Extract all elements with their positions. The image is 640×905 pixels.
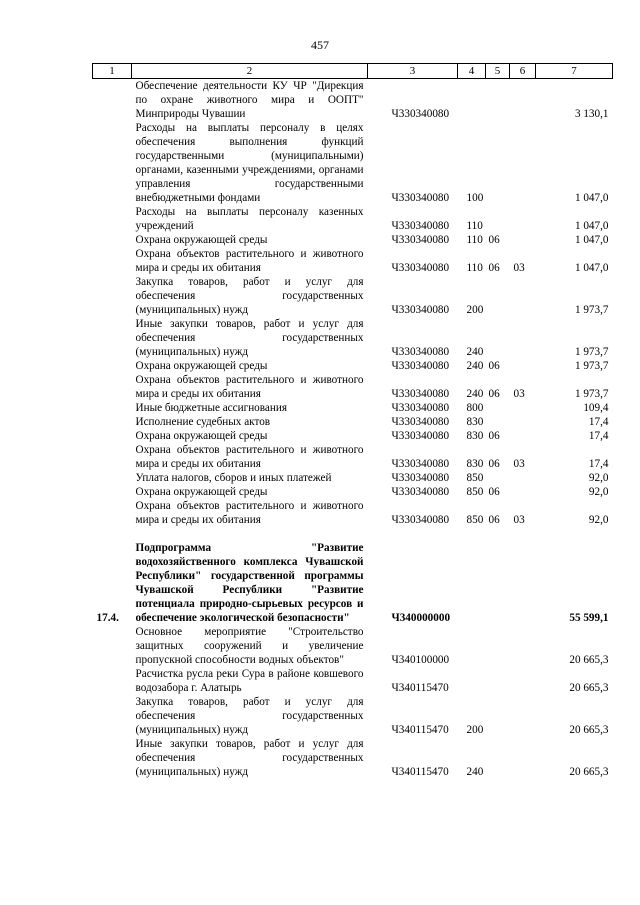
target-code: Ч330340080 [391, 262, 450, 274]
row-number [93, 121, 132, 205]
subsection-code: 03 [513, 458, 525, 470]
amount: 1 047,0 [574, 234, 609, 246]
table-row [93, 317, 613, 359]
amount: 1 047,0 [574, 220, 609, 232]
item-name: Обеспечение деятельности КУ ЧР "Дирекция по охране животного мира и ООПТ" Минприроды Чувашии [135, 80, 364, 120]
target-code: Ч330340080 [391, 360, 450, 372]
target-code: Ч330340080 [391, 458, 450, 470]
subsection-code: 03 [513, 514, 525, 526]
row-number [93, 429, 132, 443]
table-row [93, 625, 613, 667]
amount: 1 973,7 [574, 360, 609, 372]
target-code: Ч330340080 [391, 304, 450, 316]
target-code: Ч330340080 [391, 486, 450, 498]
expense-type: 100 [466, 192, 484, 204]
target-code: Ч330340080 [391, 346, 450, 358]
expense-type [458, 541, 486, 625]
table-row [93, 737, 613, 779]
target-code: Ч330340080 [391, 416, 450, 428]
expense-type: 240 [466, 346, 484, 358]
item-name: Основное мероприятие "Строительство защитных сооружений и увеличение пропускной способности водных объектов" [135, 626, 364, 666]
amount: 1 973,7 [574, 346, 609, 358]
column-header: 1 [93, 64, 132, 79]
section-code [486, 541, 510, 625]
target-code: Ч330340080 [391, 192, 450, 204]
section-code [486, 667, 510, 695]
row-number [93, 485, 132, 499]
subsection-code [510, 485, 536, 499]
subsection-code [510, 401, 536, 415]
amount: 20 665,3 [569, 682, 609, 694]
row-number [93, 359, 132, 373]
row-number [93, 471, 132, 485]
row-number [93, 247, 132, 275]
expense-type: 240 [466, 360, 484, 372]
subsection-code [510, 541, 536, 625]
expense-type [458, 79, 486, 122]
amount: 20 665,3 [569, 654, 609, 666]
item-name: Расчистка русла реки Сура в районе ковшевого водозабора г. Алатырь [135, 668, 364, 694]
amount: 92,0 [588, 514, 609, 526]
row-number [93, 443, 132, 471]
subsection-code [510, 737, 536, 779]
table-row [93, 373, 613, 401]
amount: 92,0 [588, 472, 609, 484]
expense-type: 200 [466, 304, 484, 316]
target-code: Ч340000000 [391, 612, 451, 624]
column-header: 4 [458, 64, 486, 79]
subsection-code [510, 275, 536, 317]
row-number [93, 415, 132, 429]
row-number [93, 695, 132, 737]
item-name: Уплата налогов, сборов и иных платежей [135, 472, 332, 484]
section-code: 06 [488, 262, 500, 274]
row-number [93, 233, 132, 247]
table-row [93, 485, 613, 499]
amount: 3 130,1 [574, 108, 609, 120]
amount: 109,4 [583, 402, 609, 414]
target-code: Ч330340080 [391, 234, 450, 246]
target-code: Ч330340080 [391, 220, 450, 232]
table-row [93, 275, 613, 317]
target-code: Ч340115470 [391, 682, 449, 694]
section-code: 06 [488, 360, 500, 372]
table-row [93, 443, 613, 471]
amount: 17,4 [588, 430, 609, 442]
item-name: Охрана окружающей среды [135, 234, 268, 246]
section-code [486, 121, 510, 205]
subsection-code [510, 317, 536, 359]
target-code: Ч330340080 [391, 472, 450, 484]
table-body [93, 79, 613, 780]
table-row [93, 401, 613, 415]
section-code [486, 275, 510, 317]
target-code: Ч330340080 [391, 402, 450, 414]
expense-type: 110 [466, 234, 483, 246]
item-name: Охрана окружающей среды [135, 430, 268, 442]
table-row [93, 79, 613, 122]
section-code: 06 [488, 388, 500, 400]
expense-type: 200 [466, 724, 484, 736]
expense-type: 830 [466, 416, 484, 428]
amount: 1 973,7 [574, 304, 609, 316]
section-code [486, 737, 510, 779]
table-row [93, 471, 613, 485]
amount: 20 665,3 [569, 766, 609, 778]
item-name: Закупка товаров, работ и услуг для обеспечения государственных (муниципальных) нужд [135, 276, 364, 316]
expense-type: 800 [466, 402, 484, 414]
subsection-code [510, 429, 536, 443]
expense-type: 830 [466, 430, 484, 442]
expense-type: 240 [466, 388, 484, 400]
item-name: Охрана окружающей среды [135, 360, 268, 372]
item-name: Иные закупки товаров, работ и услуг для обеспечения государственных (муниципальных) нужд [135, 318, 364, 358]
section-code [486, 625, 510, 667]
target-code: Ч330340080 [391, 430, 450, 442]
row-number [93, 625, 132, 667]
section-code [486, 317, 510, 359]
table-row [93, 359, 613, 373]
table-row [93, 541, 613, 625]
spacer-row [93, 527, 613, 541]
item-name: Охрана объектов растительного и животного мира и среды их обитания [135, 500, 364, 526]
item-name: Исполнение судебных актов [135, 416, 271, 428]
item-name: Охрана объектов растительного и животного мира и среды их обитания [135, 248, 364, 274]
row-number [93, 373, 132, 401]
item-name: Подпрограмма "Развитие водохозяйственного комплекса Чувашской Республики" государственной программы Чувашской Республики "Развитие потенциала природно-сырьевых ресурсов и обеспечение экологической безопасности" [135, 542, 364, 624]
item-name: Закупка товаров, работ и услуг для обеспечения государственных (муниципальных) нужд [135, 696, 364, 736]
row-number [93, 275, 132, 317]
subsection-code [510, 625, 536, 667]
amount: 17,4 [588, 458, 609, 470]
column-numbers-row [93, 64, 613, 79]
subsection-code [510, 471, 536, 485]
section-code [486, 471, 510, 485]
subsection-code [510, 695, 536, 737]
expense-type [458, 667, 486, 695]
spacer-cell [93, 527, 613, 541]
target-code: Ч330340080 [391, 514, 450, 526]
subsection-code [510, 121, 536, 205]
expense-type: 850 [466, 486, 484, 498]
amount: 92,0 [588, 486, 609, 498]
amount: 17,4 [588, 416, 609, 428]
item-name: Расходы на выплаты персоналу в целях обеспечения выполнения функций государственными (муниципальными) органами, казенными учреждениями, органами управления государственными внебюджетными фондами [135, 122, 364, 204]
column-header: 2 [132, 64, 368, 79]
table-row [93, 695, 613, 737]
expense-type [458, 625, 486, 667]
expense-type: 830 [466, 458, 484, 470]
section-code: 06 [488, 514, 500, 526]
page-number: 457 [311, 38, 329, 52]
row-number [93, 499, 132, 527]
subsection-code: 03 [513, 388, 525, 400]
amount: 1 047,0 [574, 262, 609, 274]
item-name: Охрана окружающей среды [135, 486, 268, 498]
section-code: 06 [488, 458, 500, 470]
subsection-code [510, 205, 536, 233]
section-code [486, 205, 510, 233]
column-header: 7 [536, 64, 613, 79]
table-row [93, 415, 613, 429]
amount: 55 599,1 [569, 612, 609, 624]
column-header: 6 [510, 64, 536, 79]
item-name: Иные закупки товаров, работ и услуг для обеспечения государственных (муниципальных) нужд [135, 738, 364, 778]
table-row [93, 429, 613, 443]
budget-table [92, 63, 613, 779]
section-code: 06 [488, 234, 500, 246]
amount: 20 665,3 [569, 724, 609, 736]
target-code: Ч340115470 [391, 724, 449, 736]
row-number: 17.4. [96, 612, 119, 624]
item-name: Иные бюджетные ассигнования [135, 402, 287, 414]
target-code: Ч340100000 [391, 654, 450, 666]
table-row [93, 233, 613, 247]
item-name: Охрана объектов растительного и животного мира и среды их обитания [135, 444, 364, 470]
expense-type: 110 [466, 262, 483, 274]
row-number [93, 79, 132, 122]
target-code: Ч340115470 [391, 766, 449, 778]
table-row [93, 247, 613, 275]
column-header: 3 [368, 64, 458, 79]
section-code: 06 [488, 430, 500, 442]
section-code: 06 [488, 486, 500, 498]
section-code [486, 79, 510, 122]
table-row [93, 499, 613, 527]
expense-type: 240 [466, 766, 484, 778]
target-code: Ч330340080 [391, 388, 450, 400]
expense-type: 850 [466, 472, 484, 484]
table-row [93, 205, 613, 233]
table-row [93, 667, 613, 695]
subsection-code: 03 [513, 262, 525, 274]
subsection-code [510, 79, 536, 122]
row-number [93, 737, 132, 779]
column-header: 5 [486, 64, 510, 79]
section-code [486, 401, 510, 415]
expense-type: 110 [466, 220, 483, 232]
subsection-code [510, 359, 536, 373]
item-name: Охрана объектов растительного и животного мира и среды их обитания [135, 374, 364, 400]
expense-type: 850 [466, 514, 484, 526]
section-code [486, 415, 510, 429]
row-number [93, 667, 132, 695]
amount: 1 973,7 [574, 388, 609, 400]
section-code [486, 695, 510, 737]
row-number [93, 401, 132, 415]
subsection-code [510, 233, 536, 247]
amount: 1 047,0 [574, 192, 609, 204]
subsection-code [510, 415, 536, 429]
row-number [93, 317, 132, 359]
table-row [93, 121, 613, 205]
row-number [93, 205, 132, 233]
subsection-code [510, 667, 536, 695]
target-code: Ч330340080 [391, 108, 450, 120]
item-name: Расходы на выплаты персоналу казенных учреждений [135, 206, 364, 232]
